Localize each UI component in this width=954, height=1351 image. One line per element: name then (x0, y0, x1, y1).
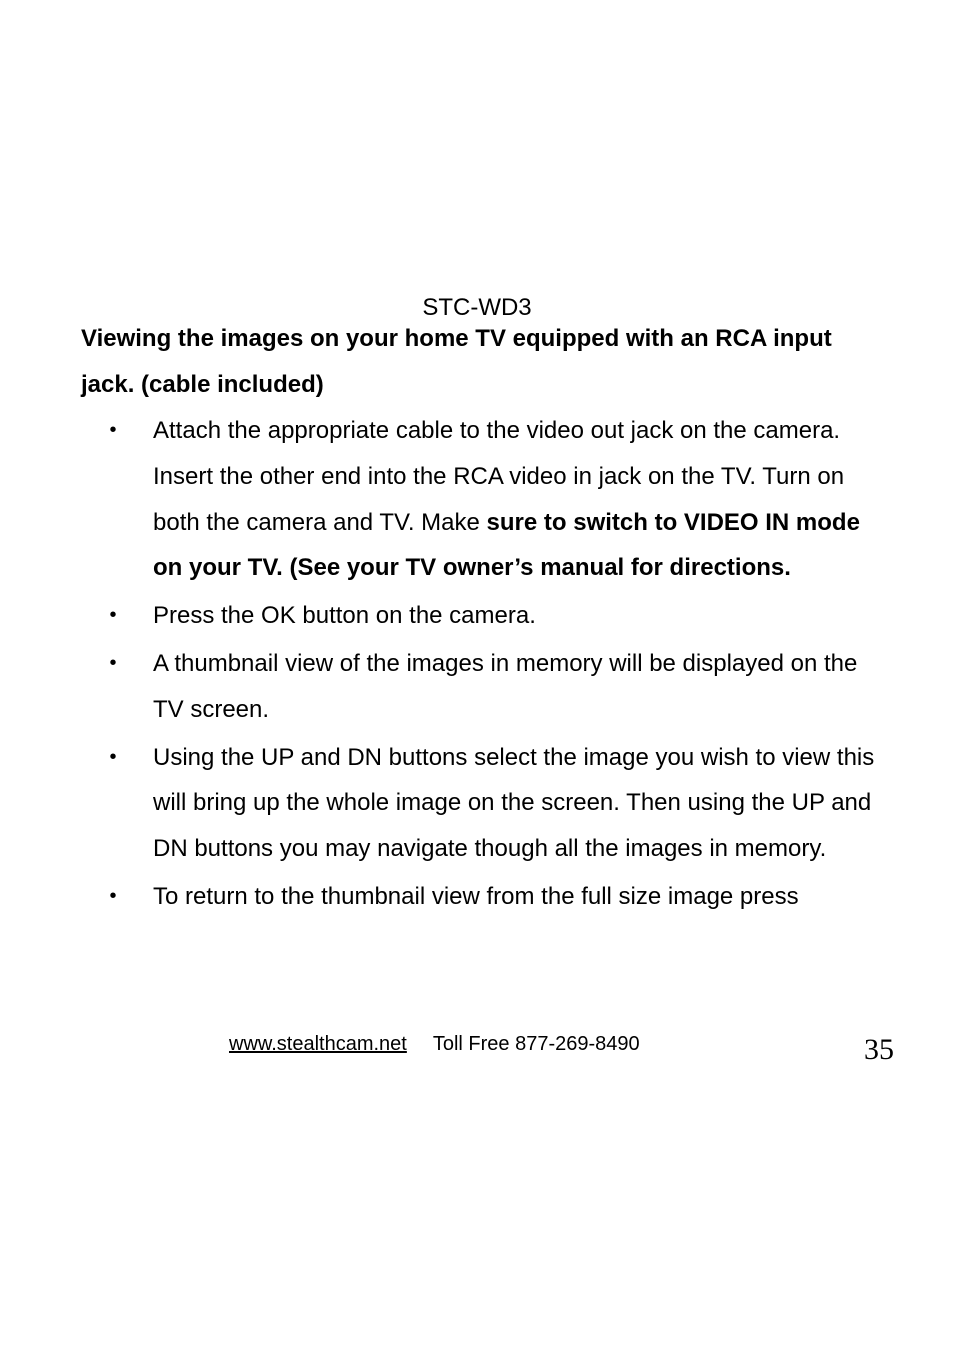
instruction-list (0, 408, 954, 922)
list-item-text: Attach the appropriate cable to the video out jack on the camera. Insert the other end into the RCA video in jack on the TV. Turn on both the camera and TV. Make (153, 417, 845, 536)
bullet-icon: • (109, 604, 117, 627)
list-item (0, 641, 888, 733)
list-item (0, 593, 888, 639)
toll-free-phone: Toll Free 877-269-8490 (432, 1033, 640, 1055)
bullet-icon: • (109, 884, 117, 907)
page-number: 35 (864, 1033, 894, 1066)
bullet-icon: • (109, 651, 117, 674)
website-link[interactable]: www.stealthcam.net (229, 1033, 407, 1055)
list-item-text: A thumbnail view of the images in memory will be displayed on the TV screen. (153, 649, 858, 723)
section-heading: Viewing the images on your home TV equipped with an RCA input jack. (cable included) (81, 325, 832, 398)
list-item-text: Using the UP and DN buttons select the image you wish to view this will bring up the whole image on the screen. Then using the UP and DN buttons you may navigate though all the images in memory. (153, 743, 875, 863)
list-item (0, 874, 888, 920)
list-item (0, 735, 888, 872)
model-header: STC-WD3 (422, 294, 532, 321)
list-item-bold-text: sure to switch to VIDEO IN mode on your TV. (See your TV owner’s manual for directions. (153, 508, 860, 582)
bullet-icon: • (109, 419, 117, 441)
bullet-icon: • (109, 745, 117, 768)
page-footer (229, 1030, 640, 1058)
list-item-text: Press the OK button on the camera. (153, 602, 536, 630)
list-item-text: To return to the thumbnail view from the full size image press (153, 882, 799, 910)
list-item (0, 408, 888, 591)
